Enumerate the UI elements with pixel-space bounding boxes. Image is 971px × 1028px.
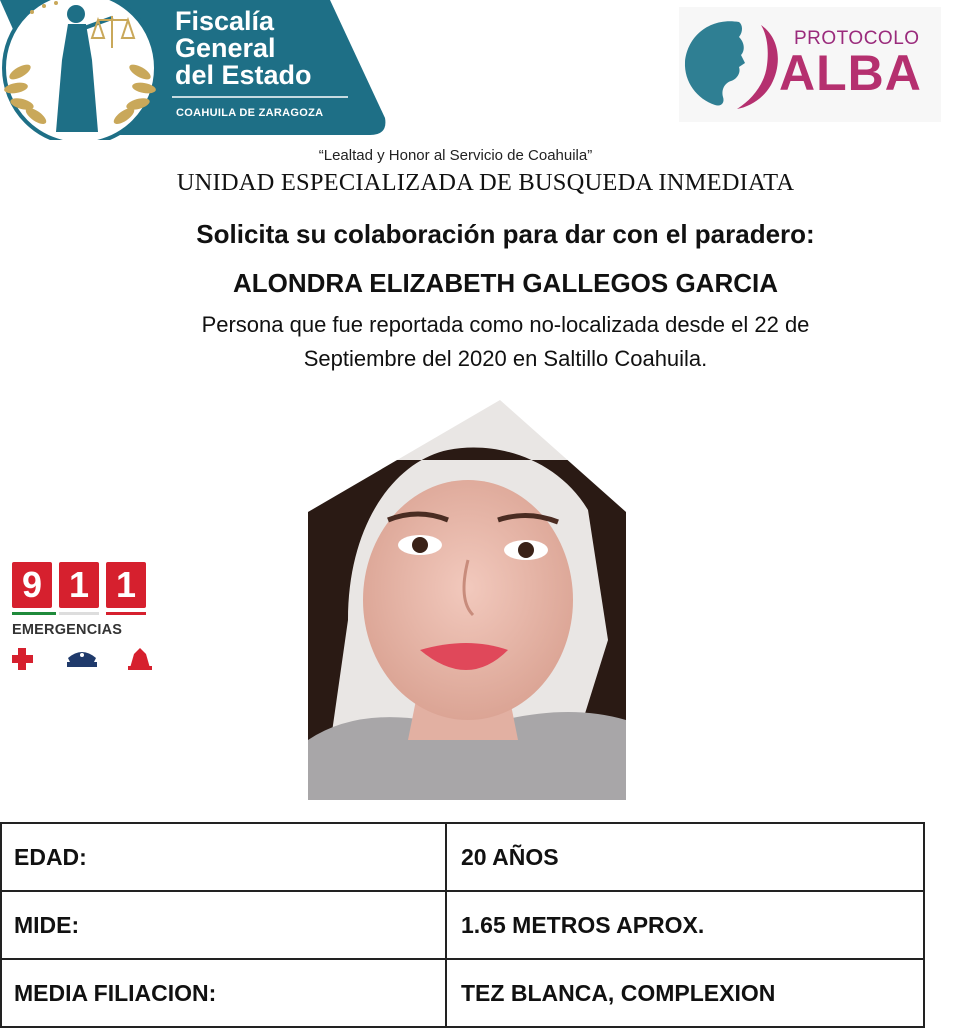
firefighter-icon <box>128 648 152 670</box>
row-value-edad: 20 AÑOS <box>446 823 924 891</box>
info-table <box>0 822 925 1028</box>
alba-small-text: PROTOCOLO <box>794 28 920 49</box>
person-name: ALONDRA ELIZABETH GALLEGOS GARCIA <box>232 268 779 298</box>
request-heading: Solicita su colaboración para dar con el paradero: <box>196 219 815 249</box>
fiscalia-title-line3: del Estado <box>175 60 312 90</box>
report-line-1: Persona que fue reportada como no-localizada desde el 22 de <box>201 312 810 337</box>
digit-1: 1 <box>59 562 99 608</box>
fiscalia-title-line2: General <box>175 33 276 63</box>
unit-title: UNIDAD ESPECIALIZADA DE BUSQUEDA INMEDIATA <box>176 169 795 196</box>
fiscalia-logo <box>0 0 390 140</box>
emergencias-label: EMERGENCIAS <box>12 622 123 638</box>
row-value-mide: 1.65 METROS APROX. <box>446 891 924 959</box>
missing-person-photo <box>308 400 626 800</box>
white-stripe <box>59 612 99 615</box>
police-cap-icon <box>67 652 97 667</box>
digit-1-second: 1 <box>106 562 146 608</box>
table-row <box>1 891 924 959</box>
table-row <box>1 823 924 891</box>
row-label-media-filiacion: MEDIA FILIACION: <box>1 959 446 1027</box>
report-line-2: Septiembre del 2020 en Saltillo Coahuila. <box>303 346 708 371</box>
green-stripe <box>12 612 56 615</box>
row-value-media-filiacion: TEZ BLANCA, COMPLEXION <box>446 959 924 1027</box>
emergency-911-logo <box>12 562 152 672</box>
red-cross-icon <box>12 648 33 670</box>
alba-big-text: ALBA <box>779 45 922 101</box>
motto: “Lealtad y Honor al Servicio de Coahuila” <box>318 147 593 164</box>
red-stripe <box>106 612 146 615</box>
row-label-edad: EDAD: <box>1 823 446 891</box>
fiscalia-state: COAHUILA DE ZARAGOZA <box>176 107 324 119</box>
row-label-mide: MIDE: <box>1 891 446 959</box>
digit-9: 9 <box>12 562 52 608</box>
fiscalia-title-line1: Fiscalía <box>175 6 275 36</box>
table-row <box>1 959 924 1027</box>
protocolo-alba-logo <box>679 7 941 122</box>
